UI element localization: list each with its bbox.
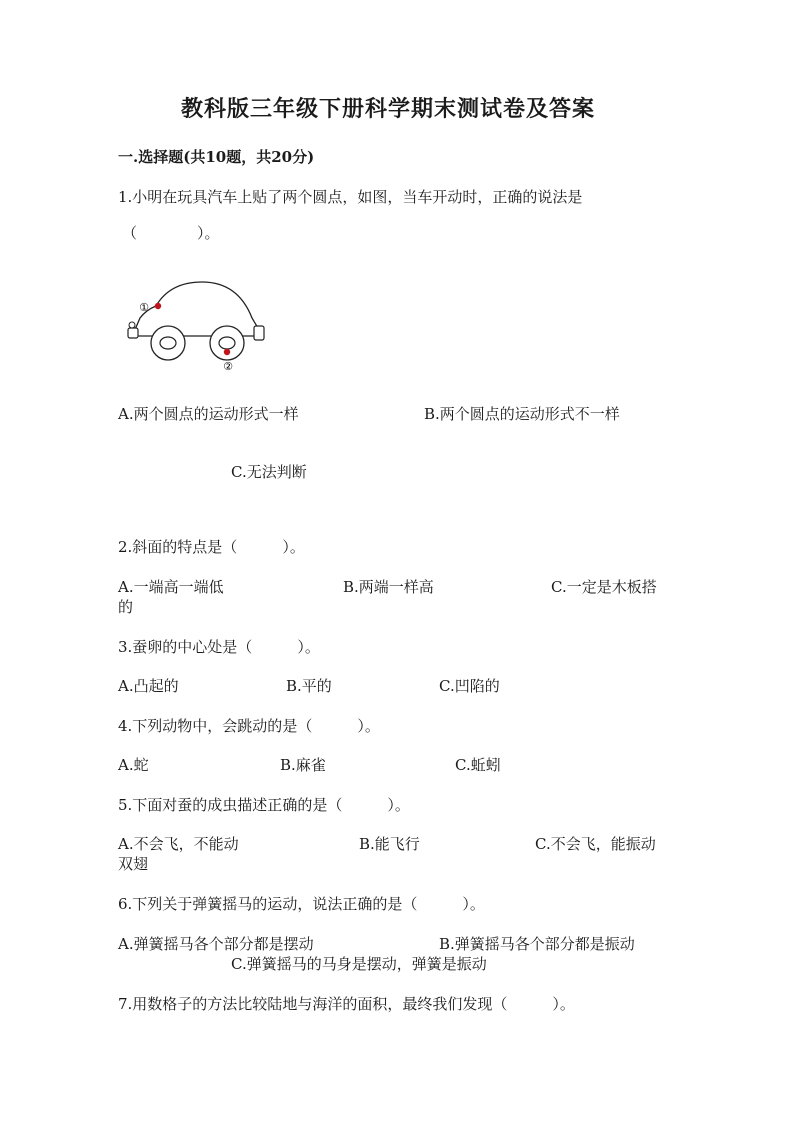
wheel-front bbox=[151, 326, 185, 360]
question-6-option-a[interactable]: A.弹簧摇马各个部分都是摆动 bbox=[118, 935, 314, 953]
question-2-option-a[interactable]: A.一端高一端低 bbox=[118, 578, 224, 596]
question-5-option-a[interactable]: A.不会飞，不能动 bbox=[118, 835, 239, 853]
question-1-option-c[interactable]: C.无法判断 bbox=[231, 463, 307, 481]
dot-2-label: ② bbox=[223, 360, 233, 373]
question-4-option-c[interactable]: C.蚯蚓 bbox=[455, 756, 501, 774]
question-2-option-b[interactable]: B.两端一样高 bbox=[343, 578, 434, 596]
dot-2 bbox=[224, 349, 230, 355]
page-title: 教科版三年级下册科学期末测试卷及答案 bbox=[181, 96, 596, 122]
question-2-option-cont: 的 bbox=[118, 598, 134, 616]
question-6-option-b[interactable]: B.弹簧摇马各个部分都是振动 bbox=[439, 935, 635, 953]
question-3-option-a[interactable]: A.凸起的 bbox=[118, 677, 179, 695]
question-5-option-b[interactable]: B.能飞行 bbox=[359, 835, 420, 853]
toy-car-figure bbox=[120, 276, 280, 376]
question-1-option-a[interactable]: A.两个圆点的运动形式一样 bbox=[118, 405, 299, 423]
question-1-stem: 1.小明在玩具汽车上贴了两个圆点，如图，当车开动时，正确的说法是 bbox=[118, 188, 583, 206]
dot-1-label: ① bbox=[139, 301, 149, 314]
question-4-stem: 4.下列动物中，会跳动的是（ ）。 bbox=[118, 717, 380, 735]
question-2-stem: 2.斜面的特点是（ ）。 bbox=[118, 538, 305, 556]
question-5-stem: 5.下面对蚕的成虫描述正确的是（ ）。 bbox=[118, 796, 410, 814]
question-3-option-c[interactable]: C.凹陷的 bbox=[439, 677, 500, 695]
dot-1 bbox=[155, 303, 161, 309]
question-1-stem-cont: （ ）。 bbox=[122, 224, 220, 242]
question-6-stem: 6.下列关于弹簧摇马的运动，说法正确的是（ ）。 bbox=[118, 895, 485, 913]
question-5-option-c[interactable]: C.不会飞，能振动 bbox=[535, 835, 656, 853]
question-5-option-cont: 双翅 bbox=[118, 855, 149, 873]
question-4-option-b[interactable]: B.麻雀 bbox=[280, 756, 326, 774]
question-3-stem: 3.蚕卵的中心处是（ ）。 bbox=[118, 638, 320, 656]
question-7-stem: 7.用数格子的方法比较陆地与海洋的面积，最终我们发现（ ）。 bbox=[118, 995, 575, 1013]
section-heading: 一.选择题(共10题，共20分) bbox=[118, 148, 315, 166]
question-2-option-c[interactable]: C.一定是木板搭 bbox=[551, 578, 657, 596]
question-6-option-c[interactable]: C.弹簧摇马的马身是摆动，弹簧是振动 bbox=[231, 955, 487, 973]
question-1-option-b[interactable]: B.两个圆点的运动形式不一样 bbox=[424, 405, 620, 423]
question-3-option-b[interactable]: B.平的 bbox=[286, 677, 332, 695]
question-4-option-a[interactable]: A.蛇 bbox=[118, 756, 149, 774]
